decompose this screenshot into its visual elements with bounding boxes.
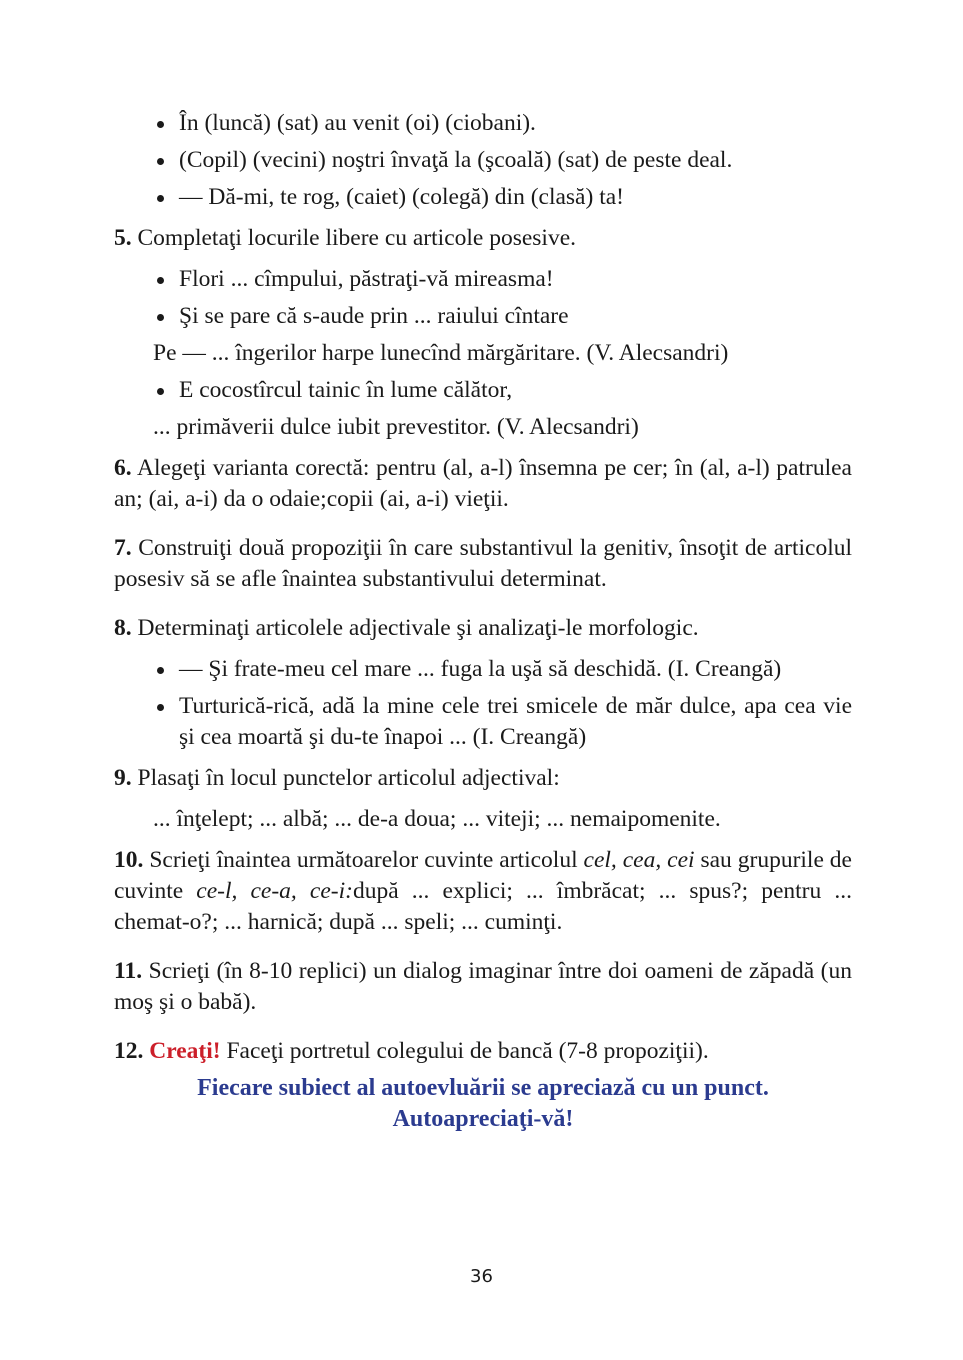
- exercise-number: 6.: [114, 455, 132, 481]
- list-item: Turturică-rică, adă la mine cele trei smicele de măr dulce, apa cea vie şi cea moartă şi du-te înapoi ... (I. Creangă): [114, 691, 852, 753]
- exercise-text: sau grupurile de cuvinte: [114, 847, 852, 904]
- create-label: Creaţi!: [149, 1038, 221, 1064]
- list-item: — Dă-mi, te rog, (caiet) (colegă) din (clasă) ta!: [114, 182, 852, 213]
- exercise-8-list: [114, 654, 852, 753]
- page-number: 36: [470, 1266, 493, 1287]
- verse-continuation: ... primăverii dulce iubit prevestitor. (V. Alecsandri): [153, 414, 639, 440]
- page-content: [114, 108, 852, 1135]
- list-item: Flori ... cîmpului, păstraţi-vă mireasma!: [114, 264, 852, 295]
- evaluation-note-line: Fiecare subiect al autoevluării se apreciază cu un punct.: [197, 1075, 769, 1101]
- evaluation-note: [114, 1073, 852, 1135]
- exercise-number: 9.: [114, 765, 132, 791]
- exercise-9: [114, 763, 852, 835]
- exercise-text: Faceţi portretul colegului de bancă (7-8 propoziţii).: [220, 1038, 709, 1064]
- exercise-text: după ... explici; ... îmbrăcat; ... spus?; pentru ... chemat-o?; ... harnică; după ... speli; ... cuminţi.: [114, 878, 852, 935]
- exercise-10: [114, 845, 852, 938]
- exercise-number: 11.: [114, 958, 143, 984]
- exercise-number: 5.: [114, 225, 132, 251]
- exercise-8: [114, 613, 852, 753]
- exercise-5-list: [114, 264, 852, 332]
- exercise-7: [114, 533, 852, 595]
- exercise-text: Scrieţi înaintea următoarelor cuvinte articolul: [149, 847, 584, 873]
- evaluation-note-line: Autoapreciaţi-vă!: [392, 1106, 574, 1132]
- exercise-text: Determinaţi articolele adjectivale şi analizaţi-le morfologic.: [137, 615, 699, 641]
- exercise-number: 10.: [114, 847, 144, 873]
- exercise-5-list-2: [114, 375, 852, 406]
- exercise-number: 12.: [114, 1038, 144, 1064]
- exercise-text: Plasaţi în locul punctelor articolul adjectival:: [137, 765, 560, 791]
- exercise-text: Alegeţi varianta corectă: pentru (al, a-l) însemna pe cer; în (al, a-l) patrulea an; (ai, a-i) da o odaie;copii (ai, a-i) vieţii.: [114, 455, 852, 512]
- list-item: E cocostîrcul tainic în lume călător,: [114, 375, 852, 406]
- exercise-text: Completaţi locurile libere cu articole posesive.: [137, 225, 577, 251]
- exercise-12: [114, 1036, 852, 1067]
- exercise-text: Construiţi două propoziţii în care substantivul la genitiv, însoţit de articolul posesiv să se afle înaintea substantivului determinat.: [114, 535, 852, 592]
- exercise-text: Scrieţi (în 8-10 replici) un dialog imaginar între doi oameni de zăpadă (un moş şi o babă).: [114, 958, 852, 1015]
- list-item: Şi se pare că s-aude prin ... raiului cîntare: [114, 301, 852, 332]
- verse-continuation: Pe — ... îngerilor harpe lunecînd mărgăritare. (V. Alecsandri): [153, 340, 729, 366]
- exercise-number: 8.: [114, 615, 132, 641]
- exercise-5: [114, 223, 852, 443]
- list-item: În (luncă) (sat) au venit (oi) (ciobani).: [114, 108, 852, 139]
- bullet-list-top: [114, 108, 852, 213]
- exercise-11: [114, 956, 852, 1018]
- exercise-number: 7.: [114, 535, 132, 561]
- list-item: (Copil) (vecini) noştri învaţă la (şcoală) (sat) de peste deal.: [114, 145, 852, 176]
- list-item: — Şi frate-meu cel mare ... fuga la uşă să deschidă. (I. Creangă): [114, 654, 852, 685]
- exercise-italic-text: ce-l, ce-a, ce-i:: [196, 878, 353, 904]
- exercise-9-line: ... înţelept; ... albă; ... de-a doua; ... viteji; ... nemaipomenite.: [153, 806, 721, 832]
- exercise-6: [114, 453, 852, 515]
- exercise-italic-text: cel, cea, cei: [583, 847, 695, 873]
